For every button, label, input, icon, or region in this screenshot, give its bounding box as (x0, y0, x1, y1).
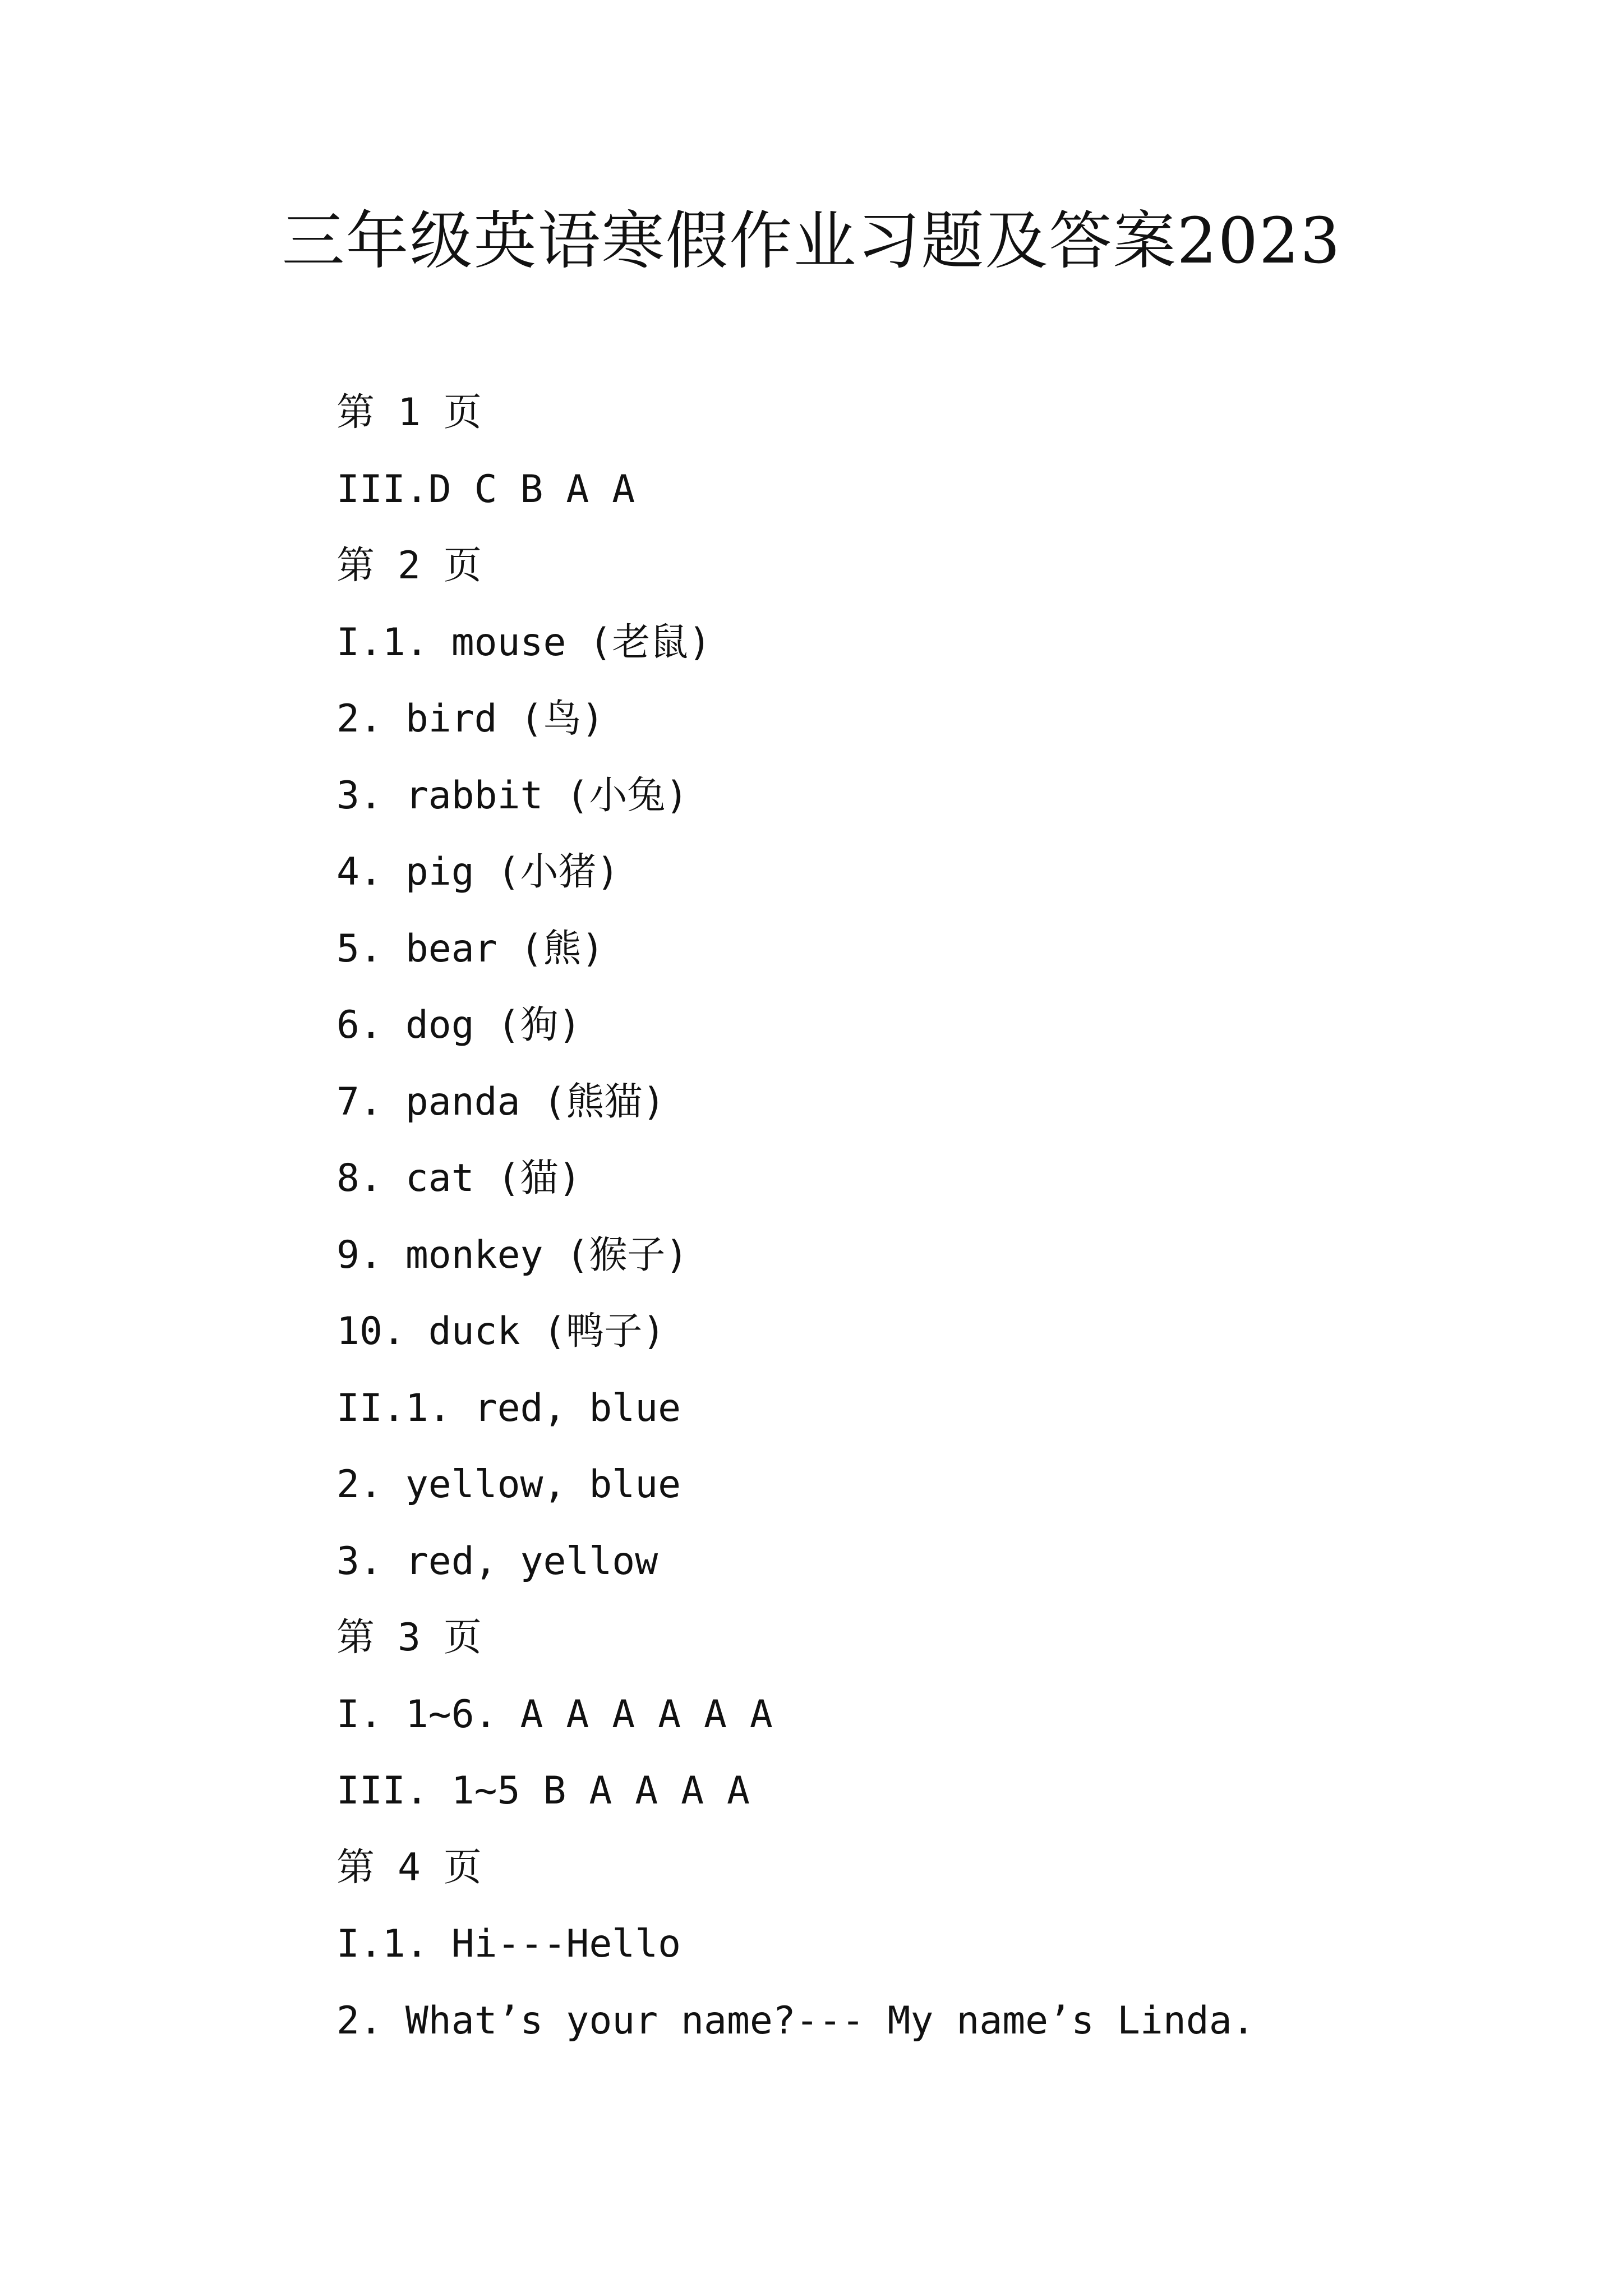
answer-line: 7. panda (熊猫) (336, 1079, 666, 1124)
answer-line: I. 1~6. A A A A A A (336, 1692, 773, 1737)
answer-line: 2. What’s your name?--- My name’s Linda. (336, 1998, 1255, 2043)
section-heading: 第 2 页 (336, 544, 482, 588)
document-title: 三年级英语寒假作业习题及答案2023 (282, 205, 1341, 278)
answer-line: 10. duck (鸭子) (336, 1309, 666, 1354)
answer-list (336, 375, 1514, 2059)
section-heading: 第 3 页 (336, 1616, 482, 1660)
answer-line: II.1. red, blue (336, 1386, 681, 1430)
answer-line: 2. yellow, blue (336, 1462, 681, 1507)
answer-line: III.D C B A A (336, 467, 635, 512)
answer-line: I.1. Hi---Hello (336, 1922, 681, 1966)
answer-line: 3. rabbit (小兔) (336, 773, 689, 818)
answer-line: 8. cat (猫) (336, 1156, 582, 1200)
answer-line: 6. dog (狗) (336, 1003, 582, 1047)
answer-line: 3. red, yellow (336, 1539, 658, 1584)
answer-line: III. 1~5 B A A A A (336, 1769, 750, 1813)
answer-line: I.1. mouse (老鼠) (336, 620, 712, 665)
answer-line: 9. monkey (猴子) (336, 1232, 689, 1277)
answer-line: 2. bird (鸟) (336, 697, 605, 741)
answer-line: 4. pig (小猪) (336, 850, 620, 894)
answer-line: 5. bear (熊) (336, 926, 605, 971)
section-heading: 第 1 页 (336, 390, 482, 435)
section-heading: 第 4 页 (336, 1845, 482, 1890)
